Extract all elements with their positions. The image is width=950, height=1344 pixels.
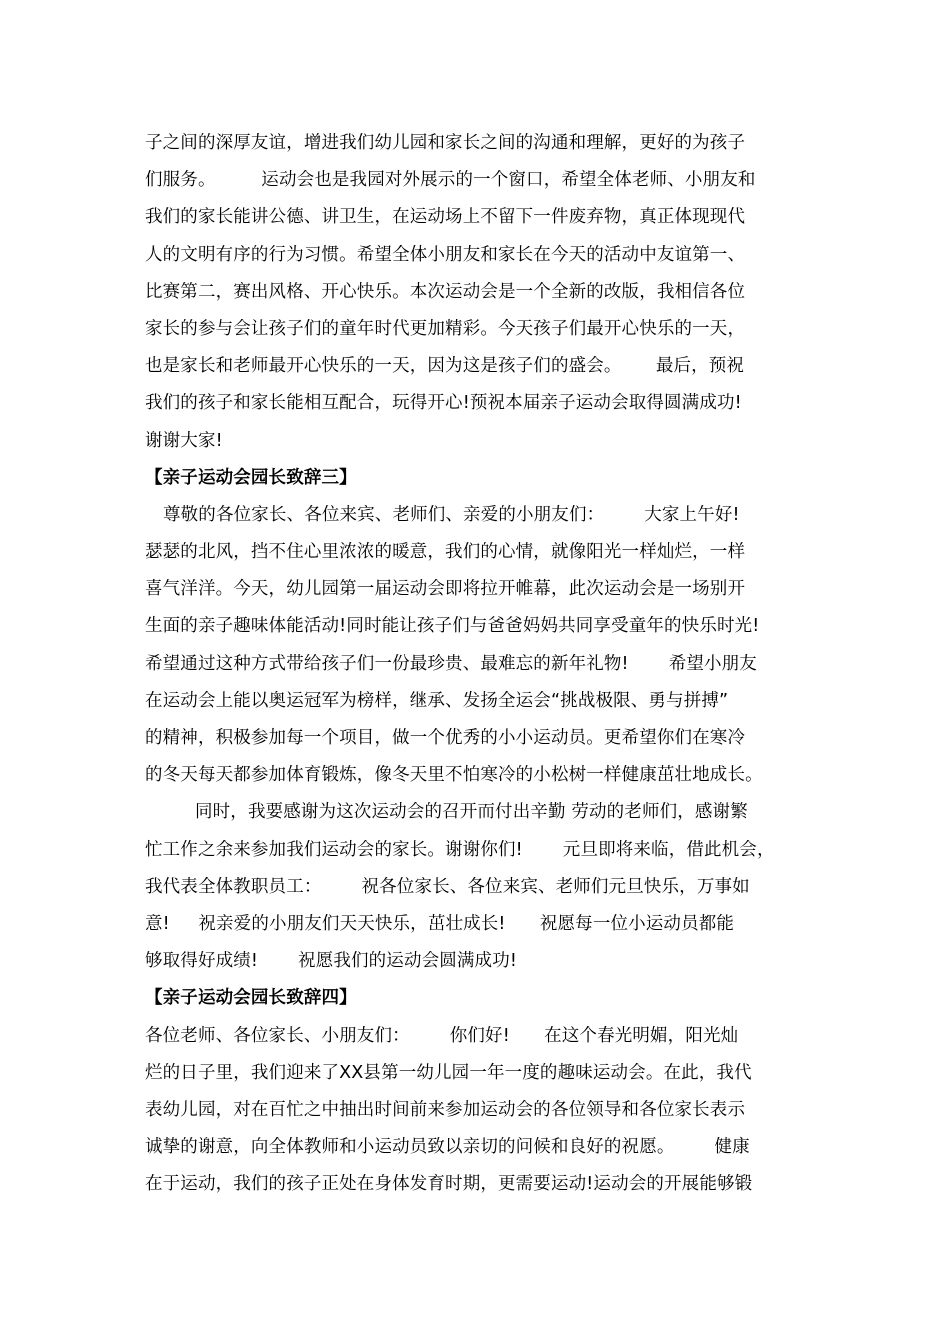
text-line: 意! 祝亲爱的小朋友们天天快乐，茁壮成长! 祝愿每一位小运动员都能 bbox=[145, 913, 735, 934]
text-line: 的精神，积极参加每一个项目，做一个优秀的小小运动员。更希望你们在寒冷 bbox=[145, 728, 746, 748]
section-heading-four: 【亲子运动会园长致辞四】 bbox=[145, 988, 357, 1009]
text-line: 瑟瑟的北风，挡不住心里浓浓的暖意，我们的心情，就像阳光一样灿烂，一样 bbox=[145, 542, 746, 563]
text-line: 我们的家长能讲公德、讲卫生，在运动场上不留下一件废弃物，真正体现现代 bbox=[145, 207, 746, 228]
text-line: 表幼儿园，对在百忙之中抽出时间前来参加运动会的各位领导和各位家长表示 bbox=[145, 1099, 746, 1120]
text-line: 同时，我要感谢为这次运动会的召开而付出辛勤 劳动的老师们，感谢繁 bbox=[195, 802, 748, 823]
text-line: 诚挚的谢意，向全体教师和小运动员致以亲切的问候和良好的祝愿。 健康 bbox=[145, 1137, 750, 1158]
document-page bbox=[145, 125, 815, 1203]
section-heading-three: 【亲子运动会园长致辞三】 bbox=[145, 467, 357, 488]
text-line: 喜气洋洋。今天，幼儿园第一届运动会即将拉开帷幕，此次运动会是一场别开 bbox=[145, 579, 746, 600]
text-line: 各位老师、各位家长、小朋友们： 你们好! 在这个春光明媚，阳光灿 bbox=[145, 1025, 739, 1046]
text-line: 我们的孩子和家长能相互配合，玩得开心!预祝本届亲子运动会取得圆满成功! bbox=[145, 393, 742, 414]
text-line: 忙工作之余来参加我们运动会的家长。谢谢你们! 元旦即将来临，借此机会， bbox=[145, 839, 775, 860]
text-line: 也是家长和老师最开心快乐的一天，因为这是孩子们的盛会。 最后，预祝 bbox=[145, 356, 745, 377]
text-line: 够取得好成绩! 祝愿我们的运动会圆满成功! bbox=[145, 951, 518, 972]
text-line: 尊敬的各位家长、各位来宾、老师们、亲爱的小朋友们： 大家上午好! bbox=[163, 504, 740, 525]
text-line: 在于运动，我们的孩子正处在身体发育时期，更需要运动!运动会的开展能够锻 bbox=[145, 1174, 753, 1195]
text-line: 希望通过这种方式带给孩子们一份最珍贵、最难忘的新年礼物! 希望小朋友 bbox=[145, 653, 757, 674]
text-line: 在运动会上能以奥运冠军为榜样，继承、发扬全运会“挑战极限、勇与拼搏” bbox=[145, 690, 729, 711]
text-line: 人的文明有序的行为习惯。希望全体小朋友和家长在今天的活动中友谊第一、 bbox=[145, 244, 746, 265]
text-line: 家长的参与会让孩子们的童年时代更加精彩。今天孩子们最开心快乐的一天， bbox=[145, 318, 746, 339]
text-line: 我代表全体教职员工： 祝各位家长、各位来宾、老师们元旦快乐，万事如 bbox=[145, 876, 750, 897]
text-line: 的冬天每天都参加体育锻炼，像冬天里不怕寒冷的小松树一样健康茁壮地成长。 bbox=[145, 765, 763, 786]
text-line: 比赛第二，赛出风格、开心快乐。本次运动会是一个全新的改版，我相信各位 bbox=[145, 281, 746, 302]
text-line: 生面的亲子趣味体能活动!同时能让孩子们与爸爸妈妈共同享受童年的快乐时光! bbox=[145, 616, 760, 637]
text-line: 们服务。 运动会也是我园对外展示的一个窗口，希望全体老师、小朋友和 bbox=[145, 170, 756, 191]
text-line: 子之间的深厚友谊，增进我们幼儿园和家长之间的沟通和理解，更好的为孩子 bbox=[145, 133, 746, 153]
text-line: 谢谢大家! bbox=[145, 430, 223, 451]
text-line: 烂的日子里，我们迎来了XX县第一幼儿园一年一度的趣味运动会。在此，我代 bbox=[145, 1062, 752, 1083]
